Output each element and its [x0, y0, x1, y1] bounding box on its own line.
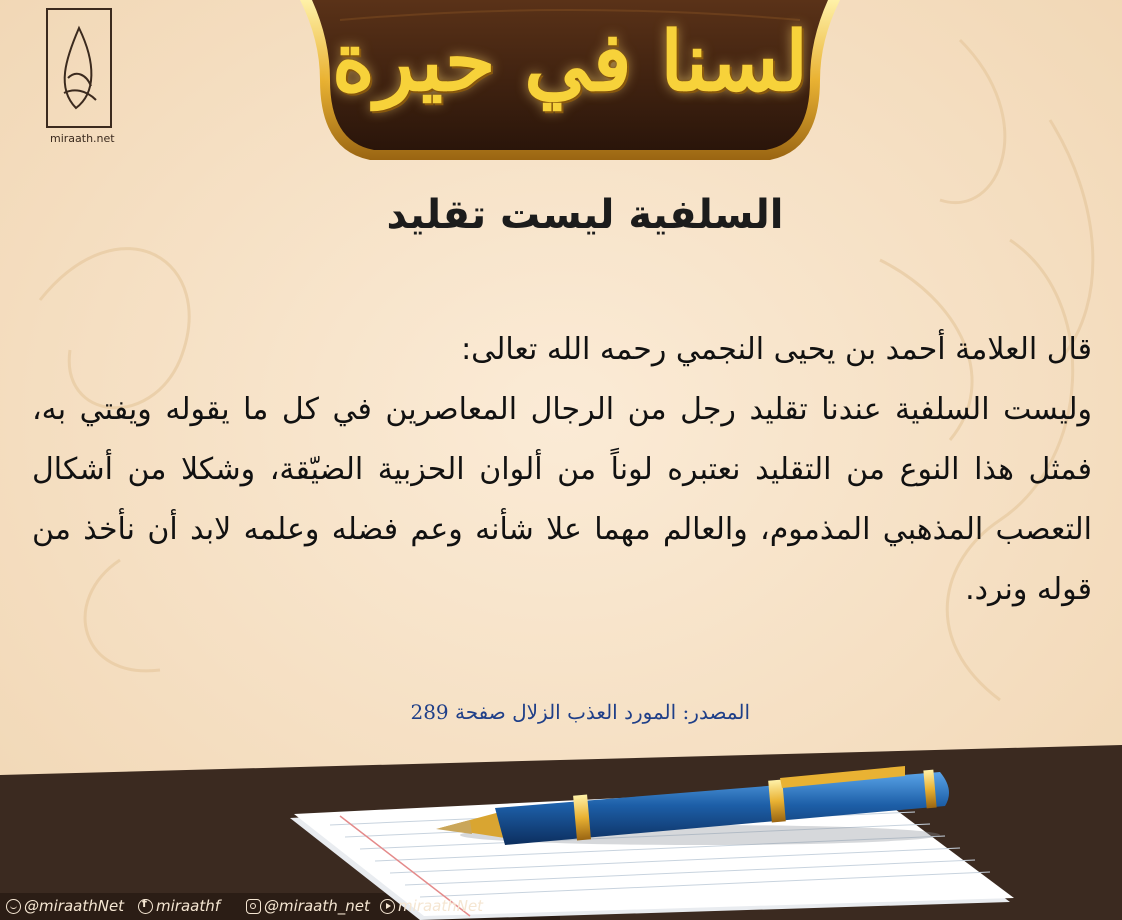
instagram-icon — [246, 899, 261, 914]
social-twitter[interactable] — [6, 897, 124, 915]
instagram-handle: @miraath_net — [264, 897, 370, 915]
twitter-handle: @miraathNet — [24, 897, 125, 915]
youtube-handle: miraathNet — [398, 897, 484, 915]
social-instagram[interactable] — [246, 897, 370, 915]
page-title: السلفية ليست تقليد — [386, 192, 784, 238]
social-facebook[interactable] — [138, 897, 220, 915]
youtube-icon — [380, 899, 395, 914]
logo-emblem — [46, 8, 112, 128]
header-banner — [300, 0, 840, 165]
facebook-handle: miraathf — [156, 897, 220, 915]
twitter-icon — [6, 899, 21, 914]
quote-text: وليست السلفية عندنا تقليد رجل من الرجال المعاصرين في كل ما يقوله ويفتي به، فمثل هذا النوع من التقليد نعتبره لوناً من ألوان الحزبية الضيّقة، وشكلا من أشكال التعصب المذهبي المذموم، والعالم مهما علا شأنه وعم فضله وعلمه لابد أن نأخذ من قوله ونرد. — [32, 392, 1092, 607]
logo-url: miraath.net — [50, 132, 115, 145]
banner-title: لسنا في حيرة — [331, 14, 809, 110]
quote-intro: قال العلامة أحمد بن يحيى النجمي رحمه الله تعالى: — [461, 332, 1092, 367]
facebook-icon — [138, 899, 153, 914]
quote-body — [32, 320, 1092, 620]
miraath-logo — [20, 8, 160, 193]
social-youtube[interactable] — [380, 897, 483, 915]
source-citation: المصدر: المورد العذب الزلال صفحة 289 — [410, 700, 750, 724]
